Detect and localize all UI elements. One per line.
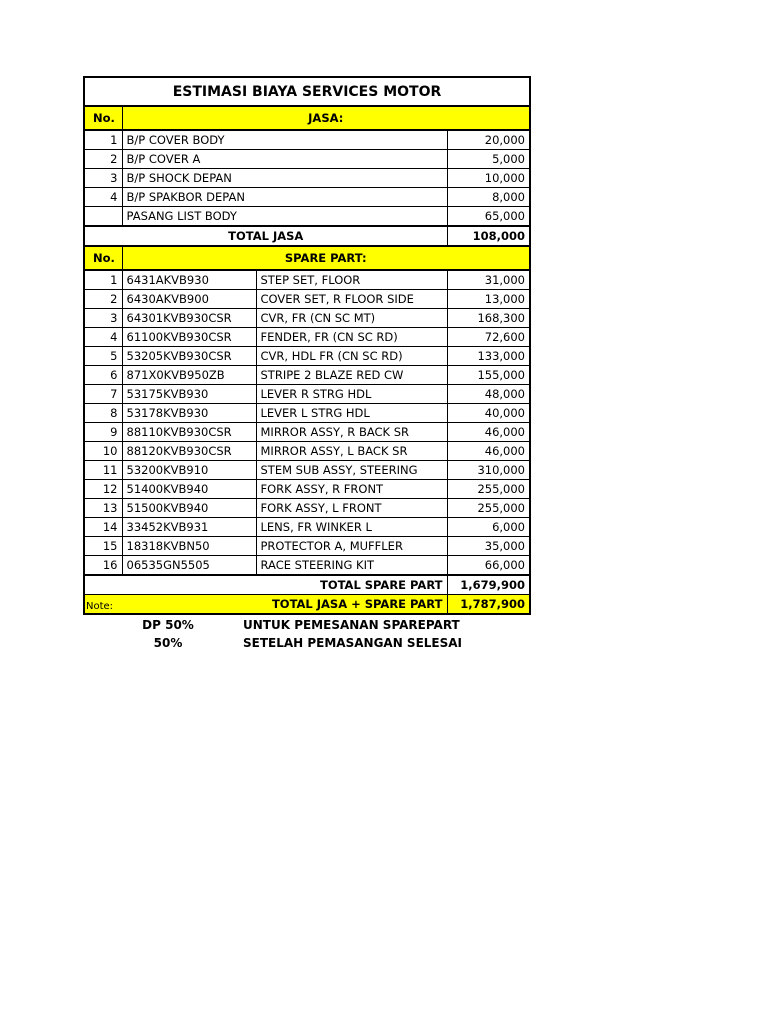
part-code: 64301KVB930CSR (122, 309, 256, 328)
spare-part-no-header: No. (84, 246, 122, 270)
part-code: 88110KVB930CSR (122, 423, 256, 442)
service-description: B/P COVER A (122, 150, 447, 169)
jasa-no-header: No. (84, 106, 122, 130)
spare-part-row (84, 461, 530, 480)
spare-part-row (84, 309, 530, 328)
total-jasa-row (84, 226, 530, 246)
spare-part-row (84, 537, 530, 556)
spare-part-row (84, 423, 530, 442)
spare-part-row (84, 480, 530, 499)
spare-part-row (84, 404, 530, 423)
part-code: 51500KVB940 (122, 499, 256, 518)
estimate-table (83, 76, 531, 615)
part-description: CVR, HDL FR (CN SC RD) (256, 347, 447, 366)
row-number: 4 (84, 188, 122, 207)
part-description: RACE STEERING KIT (256, 556, 447, 576)
part-code: 88120KVB930CSR (122, 442, 256, 461)
grand-total-amount: 1,787,900 (447, 595, 530, 615)
total-jasa-amount: 108,000 (447, 226, 530, 246)
amount: 46,000 (447, 442, 530, 461)
row-number: 3 (84, 169, 122, 188)
part-code: 53178KVB930 (122, 404, 256, 423)
amount: 10,000 (447, 169, 530, 188)
total-jasa-label: TOTAL JASA (84, 226, 447, 246)
part-code: 53200KVB910 (122, 461, 256, 480)
amount: 65,000 (447, 207, 530, 227)
part-code: 53205KVB930CSR (122, 347, 256, 366)
row-number: 15 (84, 537, 122, 556)
amount: 255,000 (447, 480, 530, 499)
row-number: 4 (84, 328, 122, 347)
row-number: 12 (84, 480, 122, 499)
part-description: CVR, FR (CN SC MT) (256, 309, 447, 328)
spare-part-row (84, 499, 530, 518)
row-number: 2 (84, 150, 122, 169)
amount: 40,000 (447, 404, 530, 423)
jasa-row (84, 207, 530, 227)
part-description: STEP SET, FLOOR (256, 270, 447, 290)
grand-total-label: TOTAL JASA + SPARE PART (84, 595, 447, 615)
part-description: MIRROR ASSY, R BACK SR (256, 423, 447, 442)
spare-part-header-row (84, 246, 530, 270)
spare-part-row (84, 518, 530, 537)
note-percent: DP 50% (142, 618, 194, 632)
amount: 5,000 (447, 150, 530, 169)
part-description: LENS, FR WINKER L (256, 518, 447, 537)
part-description: FENDER, FR (CN SC RD) (256, 328, 447, 347)
row-number: 9 (84, 423, 122, 442)
jasa-row (84, 130, 530, 150)
spare-part-row (84, 366, 530, 385)
part-description: LEVER R STRG HDL (256, 385, 447, 404)
total-spare-part-amount: 1,679,900 (447, 575, 530, 595)
row-number: 13 (84, 499, 122, 518)
part-code: 53175KVB930 (122, 385, 256, 404)
note-text: UNTUK PEMESANAN SPAREPART (243, 618, 460, 632)
part-description: FORK ASSY, R FRONT (256, 480, 447, 499)
part-description: STEM SUB ASSY, STEERING (256, 461, 447, 480)
document-title: ESTIMASI BIAYA SERVICES MOTOR (84, 77, 530, 106)
jasa-row (84, 188, 530, 207)
row-number: 6 (84, 366, 122, 385)
part-description: LEVER L STRG HDL (256, 404, 447, 423)
grand-total-row (84, 595, 530, 615)
row-number: 11 (84, 461, 122, 480)
spare-part-row (84, 270, 530, 290)
jasa-row (84, 169, 530, 188)
row-number: 8 (84, 404, 122, 423)
row-number: 1 (84, 270, 122, 290)
total-spare-part-label: TOTAL SPARE PART (84, 575, 447, 595)
part-code: 06535GN5505 (122, 556, 256, 576)
part-description: MIRROR ASSY, L BACK SR (256, 442, 447, 461)
row-number: 16 (84, 556, 122, 576)
amount: 72,600 (447, 328, 530, 347)
amount: 8,000 (447, 188, 530, 207)
amount: 168,300 (447, 309, 530, 328)
note-label: Note: (86, 601, 114, 612)
part-description: STRIPE 2 BLAZE RED CW (256, 366, 447, 385)
service-description: PASANG LIST BODY (122, 207, 447, 227)
part-code: 61100KVB930CSR (122, 328, 256, 347)
row-number: 5 (84, 347, 122, 366)
amount: 48,000 (447, 385, 530, 404)
row-number: 1 (84, 130, 122, 150)
row-number: 3 (84, 309, 122, 328)
amount: 46,000 (447, 423, 530, 442)
service-description: B/P COVER BODY (122, 130, 447, 150)
jasa-header-label: JASA: (122, 106, 530, 130)
spare-part-row (84, 347, 530, 366)
note-percent: 50% (153, 636, 183, 650)
row-number: 2 (84, 290, 122, 309)
note-text: SETELAH PEMASANGAN SELESAI (243, 636, 463, 650)
part-description: COVER SET, R FLOOR SIDE (256, 290, 447, 309)
amount: 155,000 (447, 366, 530, 385)
jasa-header-row (84, 106, 530, 130)
amount: 20,000 (447, 130, 530, 150)
amount: 35,000 (447, 537, 530, 556)
total-spare-part-row (84, 575, 530, 595)
amount: 255,000 (447, 499, 530, 518)
row-number: 7 (84, 385, 122, 404)
row-number: 14 (84, 518, 122, 537)
amount: 13,000 (447, 290, 530, 309)
row-number (84, 207, 122, 227)
spare-part-row (84, 385, 530, 404)
part-description: PROTECTOR A, MUFFLER (256, 537, 447, 556)
row-number: 10 (84, 442, 122, 461)
spare-part-row (84, 290, 530, 309)
service-description: B/P SPAKBOR DEPAN (122, 188, 447, 207)
spare-part-row (84, 442, 530, 461)
part-code: 6430AKVB900 (122, 290, 256, 309)
amount: 66,000 (447, 556, 530, 576)
part-code: 6431AKVB930 (122, 270, 256, 290)
jasa-row (84, 150, 530, 169)
title-row (84, 77, 530, 106)
part-code: 51400KVB940 (122, 480, 256, 499)
part-code: 33452KVB931 (122, 518, 256, 537)
spare-part-row (84, 328, 530, 347)
amount: 310,000 (447, 461, 530, 480)
amount: 31,000 (447, 270, 530, 290)
spare-part-header-label: SPARE PART: (122, 246, 530, 270)
spare-part-row (84, 556, 530, 576)
part-code: 871X0KVB950ZB (122, 366, 256, 385)
part-description: FORK ASSY, L FRONT (256, 499, 447, 518)
amount: 133,000 (447, 347, 530, 366)
part-code: 18318KVBN50 (122, 537, 256, 556)
amount: 6,000 (447, 518, 530, 537)
service-description: B/P SHOCK DEPAN (122, 169, 447, 188)
